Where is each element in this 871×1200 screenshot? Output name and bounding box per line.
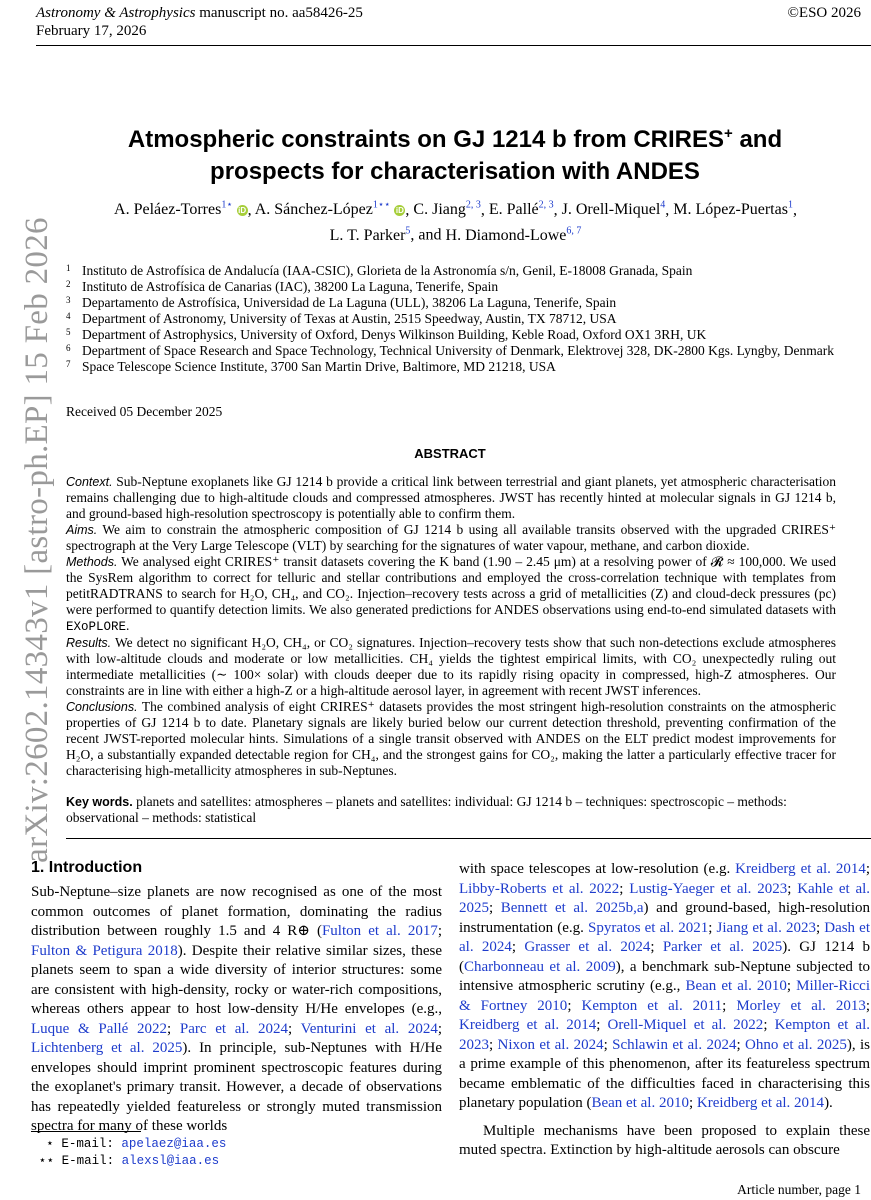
- abstract-methods: [66, 554, 836, 635]
- footnote-mark: ⋆: [31, 1137, 62, 1151]
- journal-name: Astronomy & Astrophysics: [36, 5, 196, 21]
- affiliation-list: [66, 263, 846, 375]
- keywords-text: planets and satellites: atmospheres – planets and satellites: individual: GJ 1214 b – techniques: spectroscopic – methods: observational – methods: statistical: [66, 794, 787, 825]
- author-affiliation-ref[interactable]: 5: [405, 225, 411, 237]
- intro-paragraph-1: Sub-Neptune–size planets are now recognised as one of the most common outcomes of planet formation, dominating the radius distribution between roughly 1.5 and 4 R⊕ (Fulton et al. 2017; Fulton & Petigura 2018). Despite their relative similar sizes, these planets seem to span a wide diversity of interior structures: some are consistent with high-density, rocky or water-rich compositions, whereas others appear to host low-density H/He envelopes (e.g., Luque & Pallé 2022; Parc et al. 2024; Venturini et al. 2024; Lichtenberg et al. 2025). In principle, sub-Neptunes with H/He envelopes should imprint prominent spectroscopic features during the exoplanet's primary transit. However, a decade of observations has repeatedly yielded featureless or strongly muted transmission spectra for many of these worlds: [31, 884, 442, 1134]
- abstract-context: [66, 474, 836, 522]
- citation-link[interactable]: Libby-Roberts et al. 2022: [459, 880, 620, 897]
- affiliation-text: Instituto de Astrofísica de Andalucía (IAA-CSIC), Glorieta de la Astronomía s/n, Genil, E-18008 Granada, Spain: [82, 263, 693, 278]
- title-line1-end: and: [732, 126, 783, 153]
- abstract-conclusions: [66, 699, 836, 779]
- affiliation: [66, 327, 846, 343]
- keywords-label: Key words.: [66, 795, 133, 809]
- author: [330, 227, 411, 244]
- methods-code: EXoPLORE: [66, 620, 127, 634]
- arxiv-identifier[interactable]: arXiv:2602.14343v1 [astro-ph.EP] 15 Feb 2026: [19, 217, 55, 863]
- author-affiliation-ref[interactable]: 1: [221, 200, 227, 211]
- author-name: J. Orell-Miquel: [561, 201, 661, 219]
- citation-link[interactable]: Kreidberg et al. 2014: [459, 1017, 597, 1033]
- citation-link[interactable]: Bean et al. 2010: [591, 1095, 689, 1111]
- author: [114, 201, 248, 218]
- citation-link[interactable]: Morley et al. 2013: [736, 997, 866, 1014]
- results-label: Results.: [66, 636, 112, 650]
- citation-link[interactable]: Kahle et al. 2025: [459, 880, 871, 916]
- manuscript-date: February 17, 2026: [36, 23, 147, 39]
- citation-link[interactable]: Lichtenberg et al. 2025: [31, 1040, 183, 1056]
- journal-header: [36, 4, 363, 22]
- orcid-icon[interactable]: iD: [395, 206, 404, 216]
- citation-link[interactable]: Dash et al. 2024: [459, 919, 870, 955]
- affiliation: [66, 279, 846, 295]
- citation-link[interactable]: Jiang et al. 2023: [716, 919, 816, 936]
- manuscript-number: manuscript no. aa58426-25: [195, 5, 363, 21]
- title-line2: prospects for characterisation with ANDES: [210, 158, 700, 185]
- author: [673, 201, 793, 218]
- footnote-rule: [31, 1131, 141, 1132]
- citation-link[interactable]: Luque & Pallé 2022: [31, 1020, 168, 1037]
- citation-link[interactable]: Kreidberg et al. 2014: [696, 1095, 825, 1111]
- affiliation-text: Departamento de Astrofísica, Universidad de La Laguna (ULL), 38206 La Laguna, Tenerife, Spain: [82, 295, 617, 310]
- citation-link[interactable]: Charbonneau et al. 2009: [464, 958, 616, 975]
- affiliation: [66, 343, 846, 359]
- citation-link[interactable]: Nixon et al. 2024: [497, 1036, 604, 1053]
- affiliation: [66, 311, 846, 327]
- citation-link[interactable]: Kempton et al. 2011: [581, 997, 723, 1014]
- affiliation-text: Space Telescope Science Institute, 3700 San Martin Drive, Baltimore, MD 21218, USA: [82, 359, 556, 374]
- citation-link[interactable]: Parc et al. 2024: [179, 1020, 288, 1037]
- citation-link[interactable]: Fulton & Petigura 2018: [31, 942, 178, 959]
- author-affiliation-ref[interactable]: 1: [372, 200, 378, 211]
- conclusions-text: The combined analysis of eight CRIRES⁺ datasets provides the most stringent high-resolution constraints on the atmospheric properties of GJ 1214 b to date. Planetary signals are likely buried below our current detection threshold, preventing confirmation of the recent JWST-reported molecular hints. Simulations of a single transit observed with ANDES on the ELT predict modest improvements for H₂O, a substantially expanded detectable region for CH₄, and the strongest gains for CO₂, making the latter a particularly effective tracer for characterising high-metallicity atmospheres in sub-Neptunes.: [66, 699, 836, 778]
- affiliation-number: 2: [66, 279, 71, 289]
- conclusions-label: Conclusions.: [66, 700, 138, 714]
- author: [489, 201, 554, 218]
- title-line1: Atmospheric constraints on GJ 1214 b from CRIRES: [127, 126, 725, 153]
- author-affiliation-ref[interactable]: 1: [787, 200, 793, 211]
- affiliation-text: Department of Astronomy, University of Texas at Austin, 2515 Speedway, Austin, TX 78712, USA: [82, 311, 617, 326]
- aims-label: Aims.: [66, 523, 98, 537]
- email-link[interactable]: alexsl@iaa.es: [121, 1154, 220, 1168]
- results-text: We detect no significant H₂O, CH₄, or CO₂ signatures. Injection–recovery tests show that such non-detections exclude atmospheres with low-altitude clouds and moderate or low metallicities. CH₄ yields the tightest empirical limits, with CO₂ unexpectedly ruling out intermediate metallicities (∼ 100× solar) with clouds deeper due to its rapidly rising opacity in compressed, high-Z atmospheres. Our constraints are in line with either a high-Z or a high-altitude aerosol layer, in agreement with recent JWST inferences.: [66, 635, 836, 698]
- header-rule: [36, 45, 871, 46]
- affiliation-number: 1: [66, 263, 71, 273]
- affiliation: [66, 263, 846, 279]
- intro-left-column: [31, 883, 442, 1137]
- author-name: M. López-Puertas: [673, 201, 788, 219]
- affiliation-number: 6: [66, 343, 71, 353]
- affiliation: [66, 295, 846, 311]
- author-affiliation-ref[interactable]: 2, 3: [465, 200, 481, 211]
- affiliation-number: 3: [66, 295, 71, 305]
- footnotes: [31, 1136, 226, 1170]
- footnote-label: E-mail:: [61, 1137, 122, 1151]
- paper-title: [60, 118, 850, 188]
- citation-link[interactable]: Lustig-Yaeger et al. 2023: [629, 880, 788, 897]
- keywords: [66, 794, 836, 826]
- affiliation-number: 7: [66, 359, 71, 369]
- abstract-rule: [66, 838, 871, 839]
- citation-link[interactable]: Bean et al. 2010: [685, 978, 787, 994]
- methods-text-end: .: [126, 618, 130, 633]
- author-name: H. Diamond-Lowe: [445, 226, 567, 244]
- intro-paragraph-2: Multiple mechanisms have been proposed to explain these muted spectra. Extinction by high-altitude aerosols can obscure: [459, 1122, 870, 1158]
- abstract-heading: ABSTRACT: [414, 446, 486, 461]
- author-affiliation-ref[interactable]: 6, 7: [566, 225, 582, 237]
- section-title: 1. Introduction: [31, 859, 143, 876]
- methods-text: We analysed eight CRIRES⁺ transit datasets covering the K band (1.90 – 2.45 μm) at a resolving power of 𝓡 ≈ 100,000. We used the SysRem algorithm to correct for telluric and stellar contributions and employed the cross-correlation technique with templates from petitRADTRANS to search for H₂O, CH₄, and CO₂. Injection–recovery tests across a grid of metallicities (Z) and cloud-deck pressures (pc) were performed to quantify detection limits. We also generated predictions for ANDES observations using end-to-end simulated datasets with: [66, 554, 836, 617]
- author: [446, 227, 582, 244]
- context-text: Sub-Neptune exoplanets like GJ 1214 b provide a critical link between terrestrial and giant planets, yet atmospheric characterisation remains challenging due to high-altitude clouds and compressed atmospheres. JWST has recently hinted at molecular signals in GJ 1214 b, and ground-based high-resolution spectroscopy is potentially able to confirm them.: [66, 474, 836, 521]
- citation-link[interactable]: Spyratos et al. 2021: [588, 919, 709, 936]
- author: [255, 201, 406, 218]
- abstract-aims: [66, 522, 836, 554]
- copyright: ©ESO 2026: [787, 5, 861, 21]
- citation-link[interactable]: Orell-Miquel et al. 2022: [607, 1017, 764, 1033]
- abstract-body: [66, 474, 836, 779]
- affiliation: [66, 359, 846, 375]
- citation-link[interactable]: Bennett et al. 2025b,a: [500, 900, 644, 916]
- author: [413, 201, 480, 218]
- citation-link[interactable]: Venturini et al. 2024: [300, 1020, 438, 1037]
- context-label: Context.: [66, 475, 113, 489]
- author-name: E. Pallé: [488, 201, 539, 219]
- abstract-results: [66, 635, 836, 699]
- author-name: A. Peláez-Torres: [114, 201, 222, 219]
- title-sup: +: [724, 125, 733, 142]
- citation-link[interactable]: Ohno et al. 2025: [745, 1036, 847, 1053]
- affiliation-text: Instituto de Astrofísica de Canarias (IAC), 38200 La Laguna, Tenerife, Spain: [82, 279, 499, 294]
- orcid-icon[interactable]: iD: [238, 206, 247, 216]
- aims-text: We aim to constrain the atmospheric composition of GJ 1214 b using all available transits observed with the upgraded CRIRES⁺ spectrograph at the Very Large Telescope (VLT) by searching for the signatures of water vapour, methane, and carbon dioxide.: [66, 522, 836, 553]
- methods-label: Methods.: [66, 555, 118, 569]
- citation-link[interactable]: Fulton et al. 2017: [321, 923, 438, 939]
- affiliation-number: 5: [66, 327, 71, 337]
- footnote: [31, 1153, 226, 1170]
- author-list: A. Peláez-Torres$^{1⋆}$ iD, A. Sánchez-López$^{1⋆⋆}$ iD, C. Jiang$^{2, 3}$, E. Pallé$^{2, 3}$, J. Orell-Miquel$^4$, M. López-Puertas$^1$, L. T. Parker$^5$, and H. Diamond-Lowe$^{6, 7}$: [114, 200, 797, 244]
- citation-link[interactable]: Kreidberg et al. 2014: [735, 861, 866, 877]
- citation-link[interactable]: Schlawin et al. 2024: [612, 1036, 737, 1053]
- author-affiliation-ref[interactable]: 2, 3: [538, 200, 554, 211]
- author-name: L. T. Parker: [329, 226, 406, 244]
- footnote: [31, 1136, 226, 1153]
- footnote-label: E-mail:: [61, 1154, 122, 1168]
- author-footnote-mark: ⋆: [226, 200, 233, 211]
- author-footnote-mark: ⋆⋆: [377, 200, 391, 211]
- author: [562, 201, 666, 218]
- page-number: Article number, page 1: [737, 1182, 861, 1197]
- affiliation-number: 4: [66, 311, 71, 321]
- citation-link[interactable]: Grasser et al. 2024: [524, 939, 651, 955]
- citation-link[interactable]: Miller-Ricci & Fortney 2010: [459, 978, 870, 1014]
- footnote-mark: ⋆⋆: [31, 1154, 62, 1168]
- received-date: Received 05 December 2025: [66, 404, 223, 419]
- author-name: C. Jiang: [413, 201, 466, 219]
- citation-link[interactable]: Parker et al. 2025: [662, 939, 783, 955]
- author-affiliation-ref[interactable]: 4: [660, 200, 666, 211]
- affiliation-text: Department of Space Research and Space Technology, Technical University of Denmark, Elektrovej 328, DK-2800 Kgs. Lyngby, Denmark: [82, 343, 835, 358]
- email-link[interactable]: apelaez@iaa.es: [121, 1137, 227, 1151]
- author-name: A. Sánchez-López: [254, 201, 373, 219]
- intro-paragraph-1-cont: with space telescopes at low-resolution (e.g. Kreidberg et al. 2014; Libby-Roberts et al. 2022; Lustig-Yaeger et al. 2023; Kahle et al. 2025; Bennett et al. 2025b,a) and ground-based, high-resolution instrumentation (e.g. Spyratos et al. 2021; Jiang et al. 2023; Dash et al. 2024; Grasser et al. 2024; Parker et al. 2025). GJ 1214 b (Charbonneau et al. 2009), a benchmark sub-Neptune subjected to intensive atmospheric scrutiny (e.g., Bean et al. 2010; Miller-Ricci & Fortney 2010; Kempton et al. 2011; Morley et al. 2013; Kreidberg et al. 2014; Orell-Miquel et al. 2022; Kempton et al. 2023; Nixon et al. 2024; Schlawin et al. 2024; Ohno et al. 2025), is a prime example of this phenomenon, after its featureless spectrum became emblematic of the difficulties faced in characterising this planetary population (Bean et al. 2010; Kreidberg et al. 2014).: [459, 861, 871, 1111]
- intro-right-column: [459, 860, 870, 1161]
- citation-link[interactable]: Kempton et al. 2023: [459, 1017, 870, 1053]
- affiliation-text: Department of Astrophysics, University of Oxford, Denys Wilkinson Building, Keble Road, Oxford OX1 3RH, UK: [82, 327, 707, 342]
